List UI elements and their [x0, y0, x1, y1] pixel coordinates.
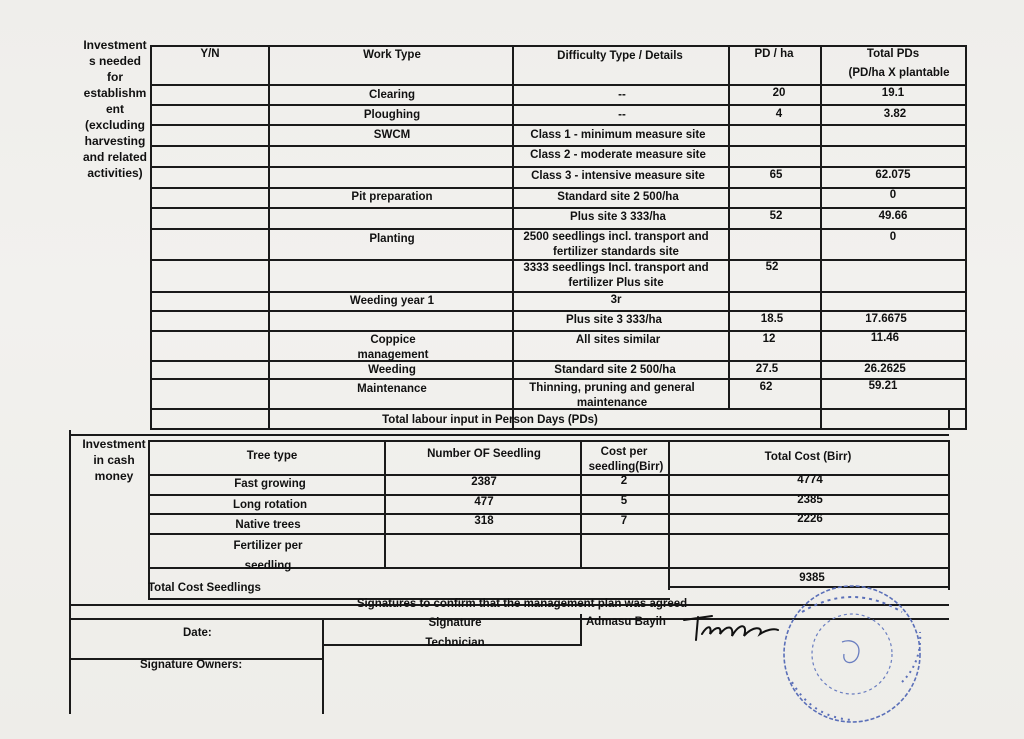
seedling-count-cell: 477: [474, 496, 494, 508]
pd-ha-cell: 12: [762, 333, 776, 345]
total-pds-cell: 49.66: [878, 210, 908, 222]
side-label-line: in cash: [93, 453, 135, 467]
cost-cell: 5: [620, 495, 628, 507]
total-pds-cell: 0: [889, 231, 897, 243]
side-label-line: Investment: [83, 38, 147, 52]
total-pds-cell: 62.075: [875, 169, 911, 181]
detail-cell: Class 3 - intensive measure site: [531, 170, 705, 182]
seedling-count-cell: 318: [474, 515, 494, 527]
detail-cell: Thinning, pruning and general: [529, 382, 695, 394]
detail-cell: 3r: [610, 294, 622, 306]
work-type-cell: Ploughing: [363, 109, 421, 121]
total-cost-header: Total Cost (Birr): [764, 451, 852, 463]
work-type-cell: Maintenance: [357, 383, 427, 395]
total-pds-cell: 59.21: [868, 380, 898, 392]
number-header: Number OF Seedling: [427, 448, 541, 460]
total-cost-seedlings-label: Total Cost Seedlings: [148, 582, 261, 594]
side-label-line: Investment: [82, 437, 146, 451]
total-cost-seedlings-value: 9385: [799, 572, 825, 584]
official-stamp: [772, 582, 942, 727]
cost-header: Cost per: [600, 446, 648, 458]
cost-cell: 2: [620, 475, 628, 487]
total-pds-cell: 26.2625: [864, 363, 906, 375]
pd-ha-cell: 18.5: [760, 313, 784, 325]
side-label-line: activities): [87, 166, 143, 180]
work-type-cell: Planting: [369, 233, 415, 245]
detail-cell: --: [618, 109, 626, 121]
detail-cell: --: [618, 89, 626, 101]
pd-ha-cell: 52: [765, 261, 779, 273]
side-label-line: s needed: [88, 54, 142, 68]
technician-name: Admasu Bayih: [586, 616, 666, 628]
signature-label: Signature: [428, 617, 482, 629]
cost-subheader: seedling(Birr): [588, 461, 664, 473]
detail-cell: Plus site 3 333/ha: [570, 211, 666, 223]
detail-cell: Plus site 3 333/ha: [566, 314, 662, 326]
pd-ha-header: PD / ha: [754, 48, 794, 60]
work-type-cell: Coppice: [370, 334, 416, 346]
total-pds-cell: 11.46: [870, 332, 900, 344]
total-pds-cell: 17.6675: [865, 313, 907, 325]
pd-ha-cell: 4: [775, 108, 783, 120]
pd-ha-cell: 52: [769, 210, 783, 222]
tree-type-cell: Long rotation: [232, 499, 308, 511]
work-type-cell: SWCM: [373, 129, 411, 141]
tree-type-header: Tree type: [246, 450, 298, 462]
total-labour-label: Total labour input in Person Days (PDs): [382, 414, 598, 426]
side-label-line: establishm: [83, 86, 147, 100]
fertilizer-label: Fertilizer per: [233, 540, 303, 552]
detail-cell: fertilizer Plus site: [568, 277, 664, 289]
pd-ha-cell: 65: [769, 169, 783, 181]
side-label-line: and related: [82, 150, 148, 164]
work-type-cell: Weeding: [368, 364, 416, 376]
work-type-cell: Weeding year 1: [349, 295, 435, 307]
yn-header: Y/N: [200, 48, 220, 60]
date-label: Date:: [183, 627, 212, 639]
owners-signature-label: Signature Owners:: [140, 659, 243, 671]
cost-cell: 7: [620, 515, 628, 527]
pd-ha-cell: 27.5: [755, 363, 779, 375]
handwritten-signature: [682, 612, 780, 644]
tree-type-cell: Fast growing: [234, 478, 306, 490]
side-label-line: money: [94, 469, 134, 483]
pd-ha-cell: 20: [772, 87, 786, 99]
detail-cell: Class 2 - moderate measure site: [530, 149, 706, 161]
total-cost-cell: 2226: [797, 513, 823, 525]
side-label-line: (excluding: [84, 118, 146, 132]
detail-cell: 2500 seedlings incl. transport and: [523, 231, 709, 243]
detail-cell: Standard site 2 500/ha: [557, 191, 679, 203]
side-label-line: ent: [106, 102, 124, 116]
detail-cell: fertilizer standards site: [553, 246, 679, 258]
work-type-header: Work Type: [363, 49, 421, 61]
detail-cell: Class 1 - minimum measure site: [530, 129, 706, 141]
tree-type-cell: Native trees: [235, 519, 301, 531]
total-pds-cell: 3.82: [883, 108, 907, 120]
seedling-count-cell: 2387: [471, 476, 497, 488]
side-label-line: for: [107, 70, 123, 84]
difficulty-header: Difficulty Type / Details: [557, 50, 683, 62]
work-type-cell: management: [357, 349, 429, 361]
detail-cell: 3333 seedlings Incl. transport and: [523, 262, 709, 274]
work-type-cell: Pit preparation: [351, 191, 433, 203]
total-pds-cell: 0: [889, 189, 897, 201]
total-pds-cell: 19.1: [881, 87, 905, 99]
detail-cell: maintenance: [576, 397, 648, 409]
detail-cell: Standard site 2 500/ha: [554, 364, 676, 376]
technician-label: Technician: [425, 637, 485, 649]
side-label-line: harvesting: [84, 134, 146, 148]
detail-cell: All sites similar: [575, 334, 661, 346]
total-cost-cell: 4774: [797, 474, 823, 486]
work-type-cell: Clearing: [368, 89, 416, 101]
total-cost-cell: 2385: [797, 494, 823, 506]
fertilizer-label: seedling: [244, 560, 292, 572]
total-pds-header: Total PDs: [866, 48, 920, 60]
signatures-heading: Signatures to confirm that the management plan was agreed: [356, 598, 688, 610]
total-pds-subheader: (PD/ha X plantable: [848, 67, 950, 79]
pd-ha-cell: 62: [759, 381, 773, 393]
